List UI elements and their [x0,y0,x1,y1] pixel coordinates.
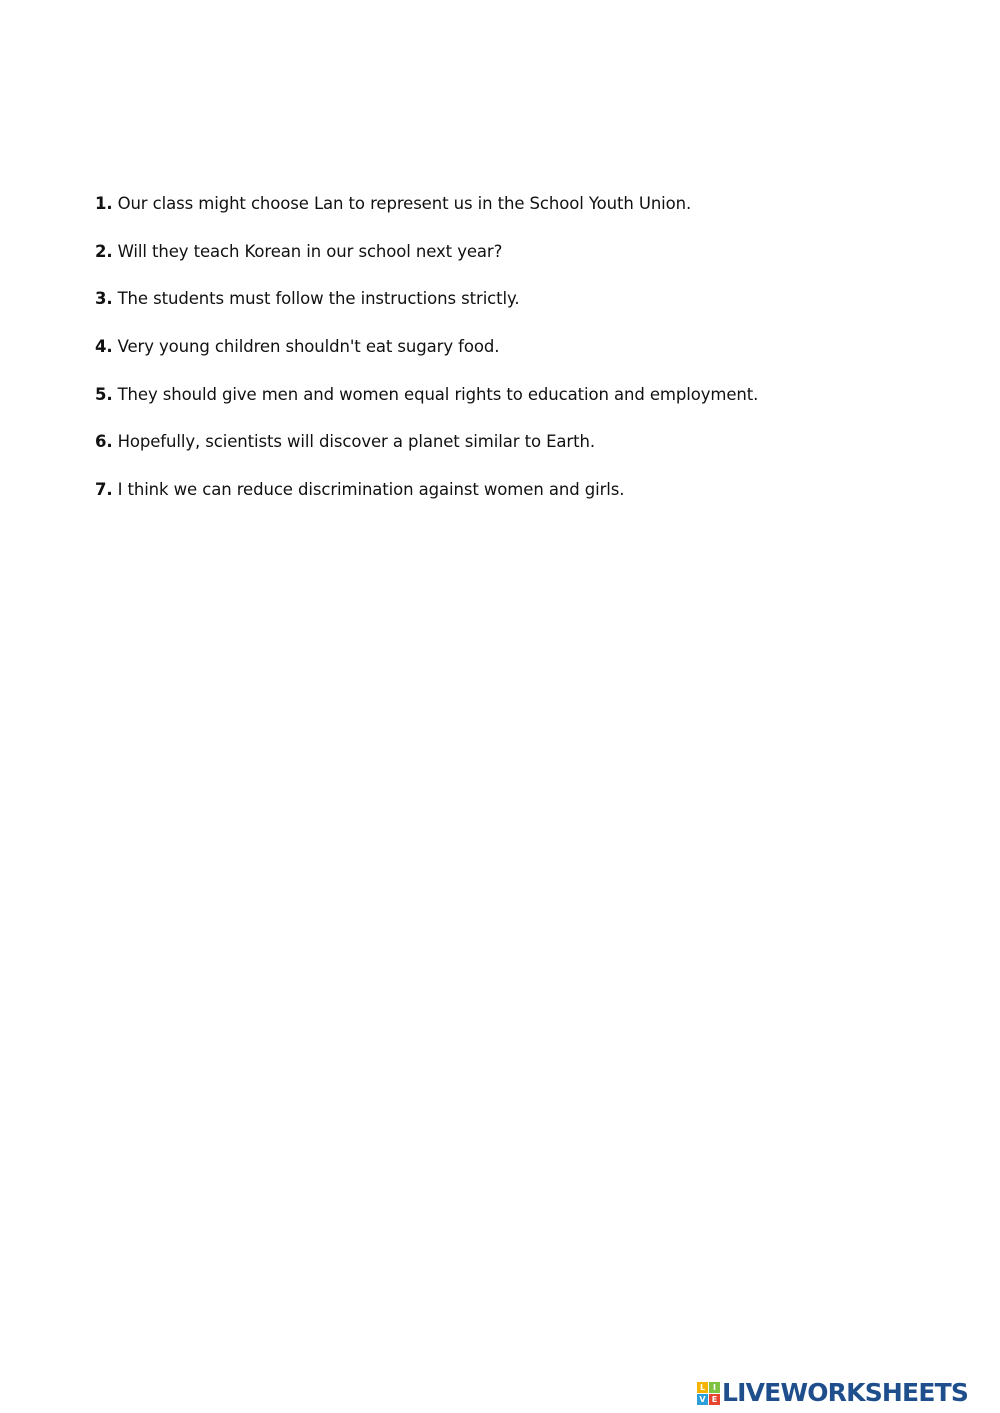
logo-tile-i: I [709,1382,720,1393]
liveworksheets-logo[interactable] [697,1378,968,1408]
sentence-number: 4. [95,337,113,357]
logo-tile-l: L [697,1382,708,1393]
sentence-text: They should give men and women equal rights to education and employment. [117,384,759,404]
sentence-text: Our class might choose Lan to represent us in the School Youth Union. [117,194,692,213]
sentence-item [95,287,758,335]
sentence-item [95,192,758,240]
sentence-number: 5. [95,384,113,404]
sentence-item [95,335,758,383]
sentence-text: Will they teach Korean in our school next year? [117,241,503,261]
sentence-text: Hopefully, scientists will discover a planet similar to Earth. [117,432,595,452]
sentence-item [95,430,758,478]
sentence-text: The students must follow the instructions strictly. [117,289,520,309]
sentence-number: 3. [95,289,113,309]
sentence-number: 2. [95,241,113,261]
sentence-number: 1. [95,194,113,213]
sentence-item [95,240,758,288]
sentence-number: 6. [95,432,113,452]
sentence-text: I think we can reduce discrimination against women and girls. [117,480,625,500]
sentence-item [95,478,758,526]
sentence-number: 7. [95,480,113,500]
sentence-item [95,383,758,431]
sentence-text: Very young children shouldn't eat sugary food. [117,337,500,357]
logo-tile-e: E [709,1394,720,1405]
logo-text: LIVEWORKSHEETS [722,1378,969,1407]
sentence-list [95,192,758,526]
liveworksheets-logo-icon [697,1382,720,1405]
logo-tile-v: V [697,1394,708,1405]
